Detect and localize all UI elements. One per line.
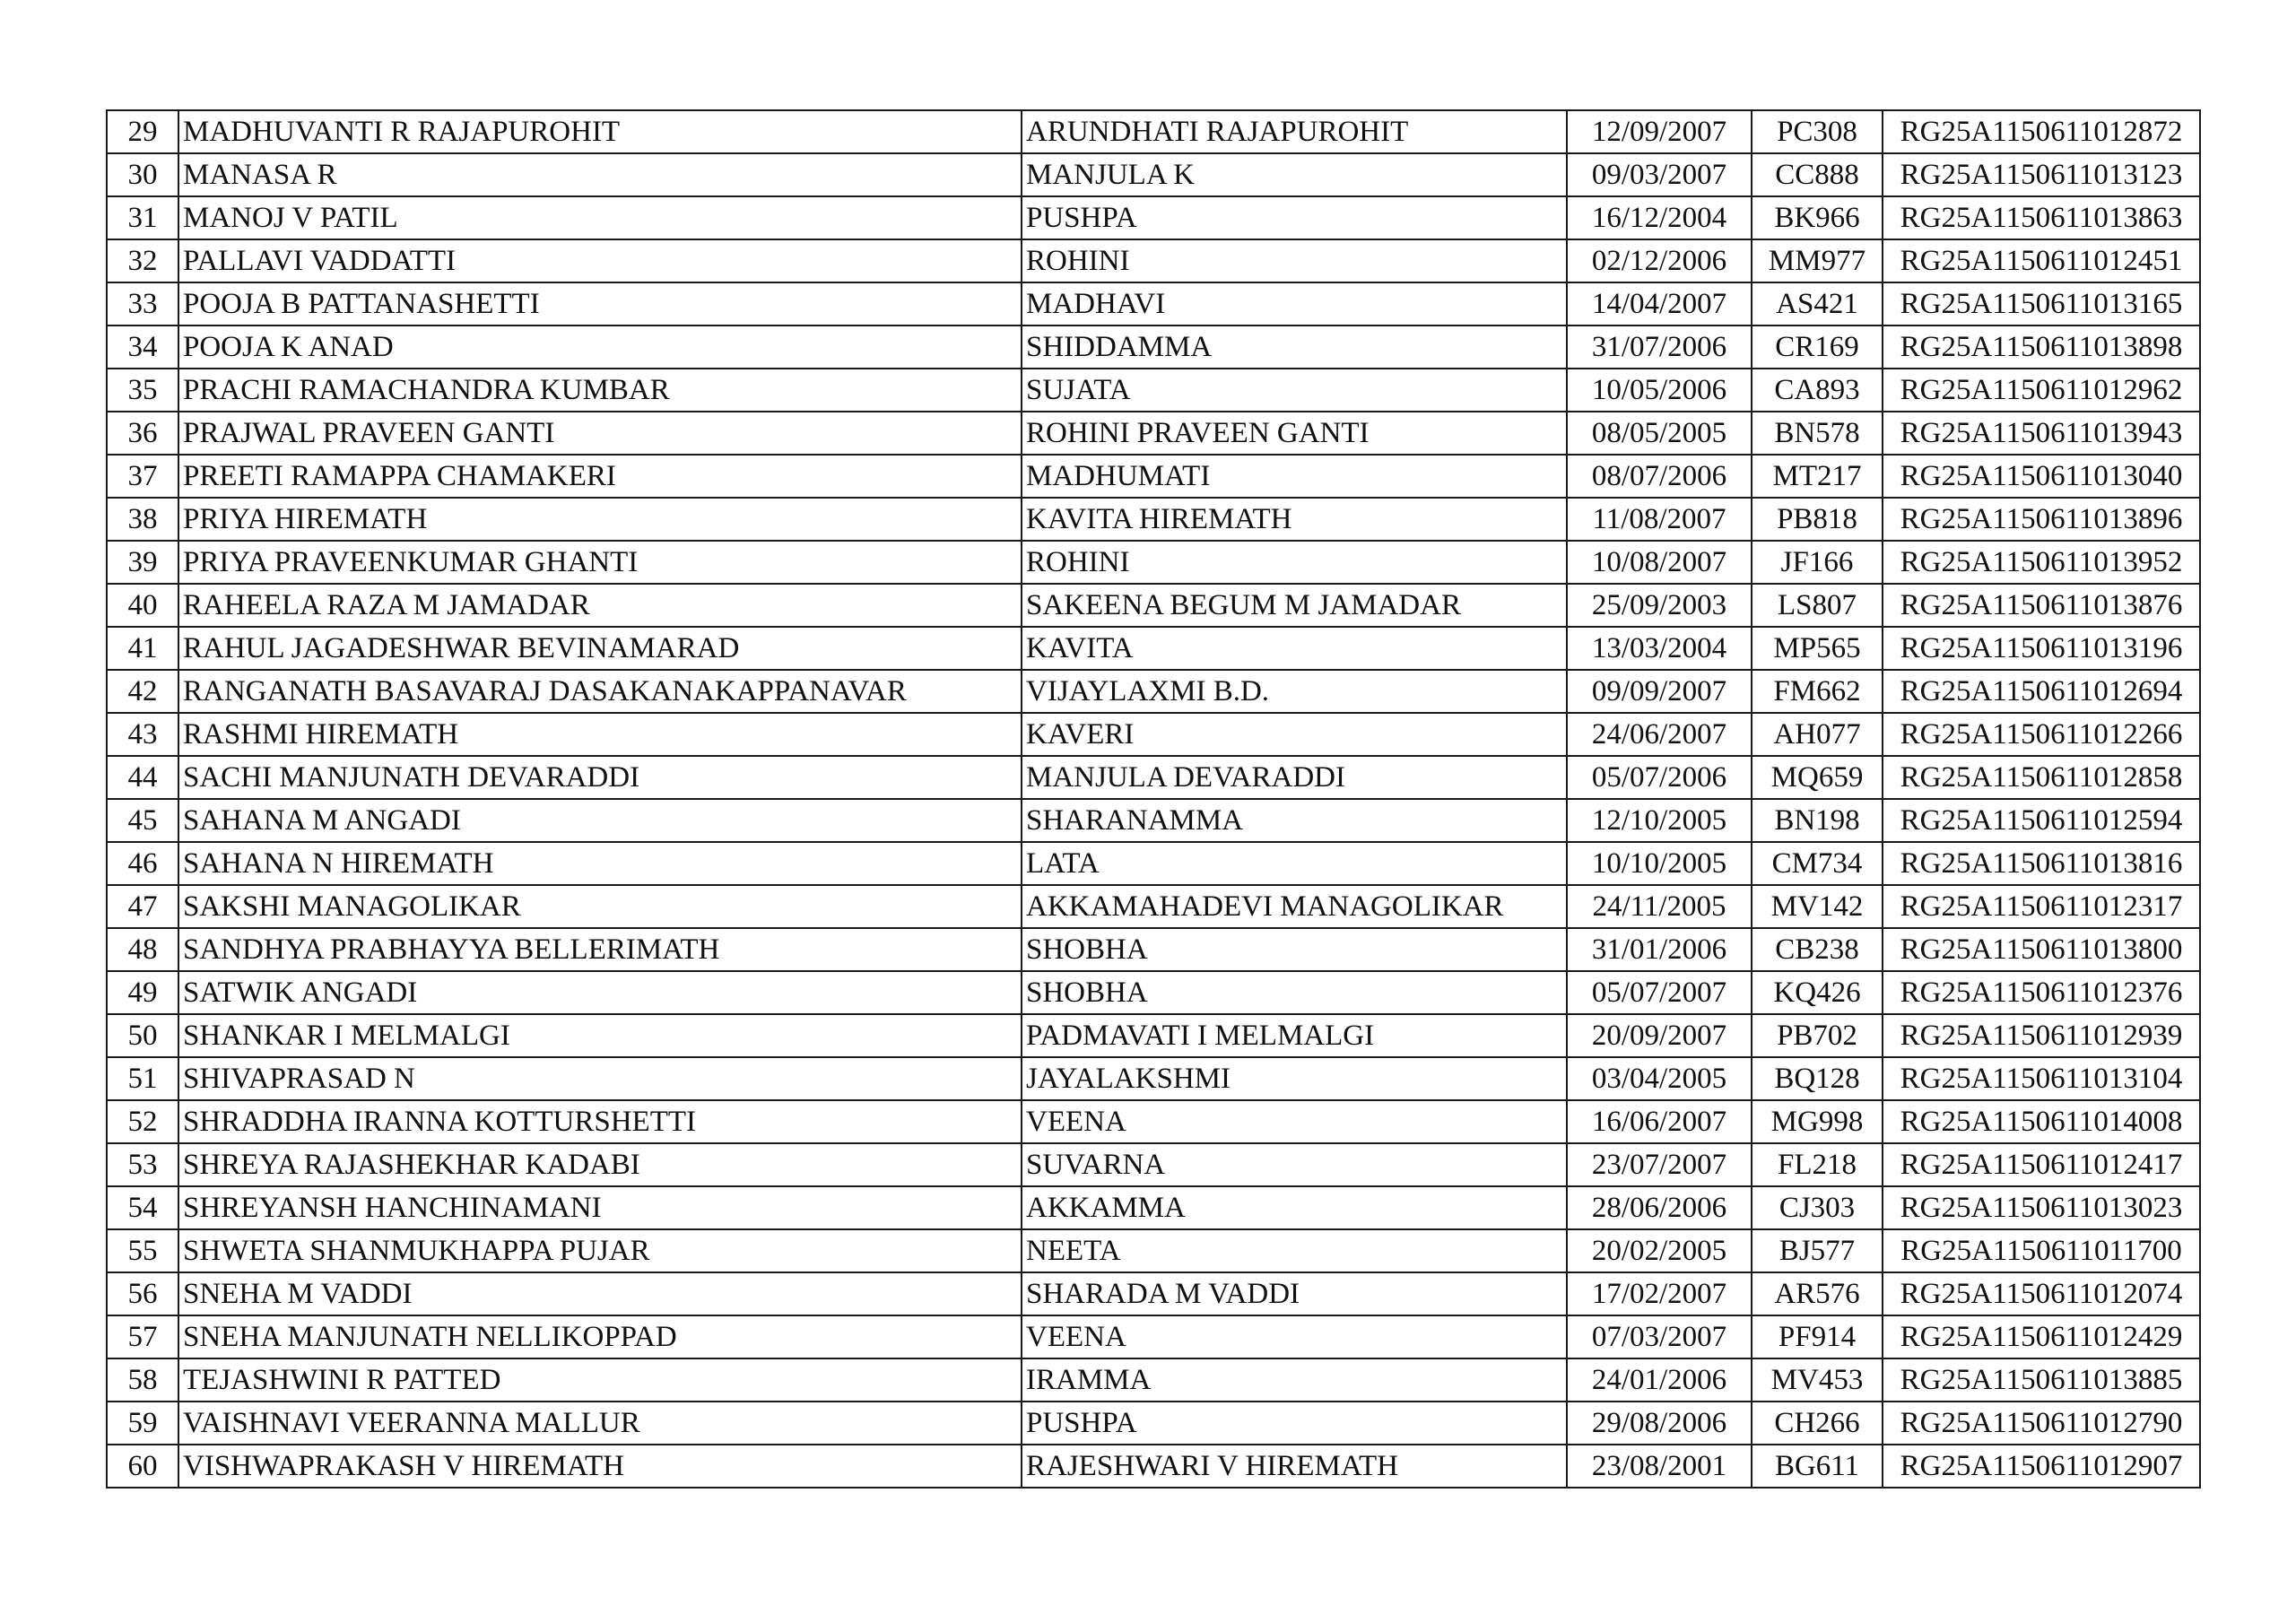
registration-number-cell: RG25A1150611012429 xyxy=(1883,1315,2200,1358)
date-of-birth-cell: 10/08/2007 xyxy=(1567,541,1752,584)
student-name-cell: SHREYA RAJASHEKHAR KADABI xyxy=(178,1143,1022,1186)
student-name-cell: POOJA K ANAD xyxy=(178,325,1022,369)
table-row xyxy=(107,1186,2200,1229)
date-of-birth-cell: 31/01/2006 xyxy=(1567,928,1752,971)
student-name-cell: RAHUL JAGADESHWAR BEVINAMARAD xyxy=(178,627,1022,670)
mother-name-cell: KAVITA xyxy=(1022,627,1567,670)
date-of-birth-cell: 08/05/2005 xyxy=(1567,412,1752,455)
mother-name-cell: PUSHPA xyxy=(1022,1402,1567,1445)
code-cell: CC888 xyxy=(1752,153,1883,196)
code-cell: LS807 xyxy=(1752,584,1883,627)
student-name-cell: SACHI MANJUNATH DEVARADDI xyxy=(178,756,1022,799)
table-row xyxy=(107,110,2200,153)
registration-number-cell: RG25A1150611012594 xyxy=(1883,799,2200,842)
mother-name-cell: KAVERI xyxy=(1022,713,1567,756)
code-cell: MV142 xyxy=(1752,885,1883,928)
registration-number-cell: RG25A1150611012872 xyxy=(1883,110,2200,153)
date-of-birth-cell: 29/08/2006 xyxy=(1567,1402,1752,1445)
table-row xyxy=(107,196,2200,239)
date-of-birth-cell: 05/07/2007 xyxy=(1567,971,1752,1014)
date-of-birth-cell: 16/12/2004 xyxy=(1567,196,1752,239)
serial-number-cell: 34 xyxy=(107,325,178,369)
mother-name-cell: AKKAMAHADEVI MANAGOLIKAR xyxy=(1022,885,1567,928)
registration-number-cell: RG25A1150611013800 xyxy=(1883,928,2200,971)
registration-number-cell: RG25A1150611013165 xyxy=(1883,282,2200,325)
code-cell: JF166 xyxy=(1752,541,1883,584)
registration-number-cell: RG25A1150611013943 xyxy=(1883,412,2200,455)
mother-name-cell: SHOBHA xyxy=(1022,971,1567,1014)
student-name-cell: SNEHA MANJUNATH NELLIKOPPAD xyxy=(178,1315,1022,1358)
registration-number-cell: RG25A1150611013898 xyxy=(1883,325,2200,369)
student-name-cell: SHIVAPRASAD N xyxy=(178,1057,1022,1100)
student-name-cell: POOJA B PATTANASHETTI xyxy=(178,282,1022,325)
mother-name-cell: SUJATA xyxy=(1022,369,1567,412)
student-name-cell: SNEHA M VADDI xyxy=(178,1272,1022,1315)
code-cell: CH266 xyxy=(1752,1402,1883,1445)
code-cell: FL218 xyxy=(1752,1143,1883,1186)
mother-name-cell: MADHAVI xyxy=(1022,282,1567,325)
student-name-cell: SANDHYA PRABHAYYA BELLERIMATH xyxy=(178,928,1022,971)
code-cell: BG611 xyxy=(1752,1445,1883,1488)
registration-number-cell: RG25A1150611013816 xyxy=(1883,842,2200,885)
table-row xyxy=(107,627,2200,670)
serial-number-cell: 58 xyxy=(107,1358,178,1402)
date-of-birth-cell: 23/07/2007 xyxy=(1567,1143,1752,1186)
registration-number-cell: RG25A1150611012266 xyxy=(1883,713,2200,756)
student-name-cell: SATWIK ANGADI xyxy=(178,971,1022,1014)
serial-number-cell: 38 xyxy=(107,498,178,541)
date-of-birth-cell: 24/11/2005 xyxy=(1567,885,1752,928)
student-name-cell: MADHUVANTI R RAJAPUROHIT xyxy=(178,110,1022,153)
serial-number-cell: 33 xyxy=(107,282,178,325)
mother-name-cell: ROHINI xyxy=(1022,239,1567,282)
code-cell: PB702 xyxy=(1752,1014,1883,1057)
registration-number-cell: RG25A1150611014008 xyxy=(1883,1100,2200,1143)
serial-number-cell: 54 xyxy=(107,1186,178,1229)
mother-name-cell: NEETA xyxy=(1022,1229,1567,1272)
mother-name-cell: ROHINI xyxy=(1022,541,1567,584)
table-row xyxy=(107,541,2200,584)
table-row xyxy=(107,153,2200,196)
mother-name-cell: PUSHPA xyxy=(1022,196,1567,239)
registration-number-cell: RG25A1150611013876 xyxy=(1883,584,2200,627)
code-cell: AS421 xyxy=(1752,282,1883,325)
serial-number-cell: 53 xyxy=(107,1143,178,1186)
mother-name-cell: VEENA xyxy=(1022,1315,1567,1358)
student-name-cell: PRIYA PRAVEENKUMAR GHANTI xyxy=(178,541,1022,584)
student-name-cell: RAHEELA RAZA M JAMADAR xyxy=(178,584,1022,627)
registration-number-cell: RG25A1150611013896 xyxy=(1883,498,2200,541)
registration-number-cell: RG25A1150611012694 xyxy=(1883,670,2200,713)
code-cell: PB818 xyxy=(1752,498,1883,541)
table-row xyxy=(107,756,2200,799)
date-of-birth-cell: 09/09/2007 xyxy=(1567,670,1752,713)
serial-number-cell: 60 xyxy=(107,1445,178,1488)
serial-number-cell: 46 xyxy=(107,842,178,885)
table-row xyxy=(107,1100,2200,1143)
registration-number-cell: RG25A1150611012939 xyxy=(1883,1014,2200,1057)
student-name-cell: VAISHNAVI VEERANNA MALLUR xyxy=(178,1402,1022,1445)
registration-number-cell: RG25A1150611012962 xyxy=(1883,369,2200,412)
registration-number-cell: RG25A1150611013023 xyxy=(1883,1186,2200,1229)
code-cell: PF914 xyxy=(1752,1315,1883,1358)
student-name-cell: MANOJ V PATIL xyxy=(178,196,1022,239)
date-of-birth-cell: 31/07/2006 xyxy=(1567,325,1752,369)
mother-name-cell: SAKEENA BEGUM M JAMADAR xyxy=(1022,584,1567,627)
serial-number-cell: 40 xyxy=(107,584,178,627)
registration-number-cell: RG25A1150611012907 xyxy=(1883,1445,2200,1488)
date-of-birth-cell: 05/07/2006 xyxy=(1567,756,1752,799)
mother-name-cell: MANJULA K xyxy=(1022,153,1567,196)
mother-name-cell: VEENA xyxy=(1022,1100,1567,1143)
serial-number-cell: 30 xyxy=(107,153,178,196)
code-cell: BN198 xyxy=(1752,799,1883,842)
mother-name-cell: LATA xyxy=(1022,842,1567,885)
student-name-cell: SHWETA SHANMUKHAPPA PUJAR xyxy=(178,1229,1022,1272)
code-cell: BJ577 xyxy=(1752,1229,1883,1272)
mother-name-cell: VIJAYLAXMI B.D. xyxy=(1022,670,1567,713)
date-of-birth-cell: 08/07/2006 xyxy=(1567,455,1752,498)
serial-number-cell: 47 xyxy=(107,885,178,928)
table-row xyxy=(107,1315,2200,1358)
serial-number-cell: 29 xyxy=(107,110,178,153)
registration-number-cell: RG25A1150611012790 xyxy=(1883,1402,2200,1445)
table-row xyxy=(107,1057,2200,1100)
student-name-cell: RASHMI HIREMATH xyxy=(178,713,1022,756)
date-of-birth-cell: 02/12/2006 xyxy=(1567,239,1752,282)
student-name-cell: MANASA R xyxy=(178,153,1022,196)
code-cell: MQ659 xyxy=(1752,756,1883,799)
serial-number-cell: 56 xyxy=(107,1272,178,1315)
code-cell: CB238 xyxy=(1752,928,1883,971)
student-name-cell: PRACHI RAMACHANDRA KUMBAR xyxy=(178,369,1022,412)
registration-number-cell: RG25A1150611011700 xyxy=(1883,1229,2200,1272)
registration-number-cell: RG25A1150611013196 xyxy=(1883,627,2200,670)
student-name-cell: SHANKAR I MELMALGI xyxy=(178,1014,1022,1057)
mother-name-cell: MANJULA DEVARADDI xyxy=(1022,756,1567,799)
mother-name-cell: MADHUMATI xyxy=(1022,455,1567,498)
registration-number-cell: RG25A1150611013104 xyxy=(1883,1057,2200,1100)
serial-number-cell: 50 xyxy=(107,1014,178,1057)
date-of-birth-cell: 28/06/2006 xyxy=(1567,1186,1752,1229)
table-row xyxy=(107,369,2200,412)
mother-name-cell: SHIDDAMMA xyxy=(1022,325,1567,369)
date-of-birth-cell: 20/02/2005 xyxy=(1567,1229,1752,1272)
code-cell: FM662 xyxy=(1752,670,1883,713)
mother-name-cell: ROHINI PRAVEEN GANTI xyxy=(1022,412,1567,455)
code-cell: PC308 xyxy=(1752,110,1883,153)
table-row xyxy=(107,282,2200,325)
date-of-birth-cell: 24/06/2007 xyxy=(1567,713,1752,756)
date-of-birth-cell: 09/03/2007 xyxy=(1567,153,1752,196)
student-name-cell: PALLAVI VADDATTI xyxy=(178,239,1022,282)
serial-number-cell: 43 xyxy=(107,713,178,756)
registration-number-cell: RG25A1150611012376 xyxy=(1883,971,2200,1014)
mother-name-cell: RAJESHWARI V HIREMATH xyxy=(1022,1445,1567,1488)
table-row xyxy=(107,971,2200,1014)
mother-name-cell: SHOBHA xyxy=(1022,928,1567,971)
table-row xyxy=(107,1143,2200,1186)
table-row xyxy=(107,584,2200,627)
code-cell: BK966 xyxy=(1752,196,1883,239)
code-cell: MV453 xyxy=(1752,1358,1883,1402)
date-of-birth-cell: 07/03/2007 xyxy=(1567,1315,1752,1358)
student-name-cell: PRAJWAL PRAVEEN GANTI xyxy=(178,412,1022,455)
code-cell: MG998 xyxy=(1752,1100,1883,1143)
date-of-birth-cell: 11/08/2007 xyxy=(1567,498,1752,541)
serial-number-cell: 44 xyxy=(107,756,178,799)
registration-number-cell: RG25A1150611012417 xyxy=(1883,1143,2200,1186)
date-of-birth-cell: 10/10/2005 xyxy=(1567,842,1752,885)
date-of-birth-cell: 10/05/2006 xyxy=(1567,369,1752,412)
serial-number-cell: 31 xyxy=(107,196,178,239)
table-row xyxy=(107,885,2200,928)
student-list-table xyxy=(106,109,2201,1488)
student-name-cell: TEJASHWINI R PATTED xyxy=(178,1358,1022,1402)
code-cell: MT217 xyxy=(1752,455,1883,498)
date-of-birth-cell: 16/06/2007 xyxy=(1567,1100,1752,1143)
date-of-birth-cell: 24/01/2006 xyxy=(1567,1358,1752,1402)
serial-number-cell: 45 xyxy=(107,799,178,842)
serial-number-cell: 36 xyxy=(107,412,178,455)
serial-number-cell: 48 xyxy=(107,928,178,971)
code-cell: KQ426 xyxy=(1752,971,1883,1014)
serial-number-cell: 32 xyxy=(107,239,178,282)
serial-number-cell: 35 xyxy=(107,369,178,412)
table-row xyxy=(107,1229,2200,1272)
registration-number-cell: RG25A1150611013952 xyxy=(1883,541,2200,584)
code-cell: BQ128 xyxy=(1752,1057,1883,1100)
date-of-birth-cell: 14/04/2007 xyxy=(1567,282,1752,325)
code-cell: BN578 xyxy=(1752,412,1883,455)
code-cell: CR169 xyxy=(1752,325,1883,369)
mother-name-cell: SUVARNA xyxy=(1022,1143,1567,1186)
mother-name-cell: SHARADA M VADDI xyxy=(1022,1272,1567,1315)
registration-number-cell: RG25A1150611013040 xyxy=(1883,455,2200,498)
code-cell: AR576 xyxy=(1752,1272,1883,1315)
student-name-cell: SAKSHI MANAGOLIKAR xyxy=(178,885,1022,928)
date-of-birth-cell: 25/09/2003 xyxy=(1567,584,1752,627)
table-row xyxy=(107,1014,2200,1057)
registration-number-cell: RG25A1150611013863 xyxy=(1883,196,2200,239)
registration-number-cell: RG25A1150611012074 xyxy=(1883,1272,2200,1315)
student-name-cell: SHREYANSH HANCHINAMANI xyxy=(178,1186,1022,1229)
student-name-cell: SAHANA N HIREMATH xyxy=(178,842,1022,885)
serial-number-cell: 41 xyxy=(107,627,178,670)
serial-number-cell: 59 xyxy=(107,1402,178,1445)
table-row xyxy=(107,1272,2200,1315)
table-row xyxy=(107,1445,2200,1488)
table-row xyxy=(107,455,2200,498)
table-row xyxy=(107,928,2200,971)
student-name-cell: RANGANATH BASAVARAJ DASAKANAKAPPANAVAR xyxy=(178,670,1022,713)
table-row xyxy=(107,412,2200,455)
code-cell: MM977 xyxy=(1752,239,1883,282)
date-of-birth-cell: 03/04/2005 xyxy=(1567,1057,1752,1100)
table-row xyxy=(107,325,2200,369)
mother-name-cell: SHARANAMMA xyxy=(1022,799,1567,842)
serial-number-cell: 57 xyxy=(107,1315,178,1358)
registration-number-cell: RG25A1150611012858 xyxy=(1883,756,2200,799)
table-row xyxy=(107,670,2200,713)
date-of-birth-cell: 17/02/2007 xyxy=(1567,1272,1752,1315)
serial-number-cell: 42 xyxy=(107,670,178,713)
date-of-birth-cell: 23/08/2001 xyxy=(1567,1445,1752,1488)
serial-number-cell: 51 xyxy=(107,1057,178,1100)
serial-number-cell: 39 xyxy=(107,541,178,584)
registration-number-cell: RG25A1150611012317 xyxy=(1883,885,2200,928)
serial-number-cell: 49 xyxy=(107,971,178,1014)
code-cell: MP565 xyxy=(1752,627,1883,670)
serial-number-cell: 52 xyxy=(107,1100,178,1143)
mother-name-cell: AKKAMMA xyxy=(1022,1186,1567,1229)
mother-name-cell: JAYALAKSHMI xyxy=(1022,1057,1567,1100)
registration-number-cell: RG25A1150611013885 xyxy=(1883,1358,2200,1402)
date-of-birth-cell: 20/09/2007 xyxy=(1567,1014,1752,1057)
student-name-cell: PREETI RAMAPPA CHAMAKERI xyxy=(178,455,1022,498)
code-cell: CA893 xyxy=(1752,369,1883,412)
code-cell: AH077 xyxy=(1752,713,1883,756)
code-cell: CM734 xyxy=(1752,842,1883,885)
date-of-birth-cell: 13/03/2004 xyxy=(1567,627,1752,670)
mother-name-cell: IRAMMA xyxy=(1022,1358,1567,1402)
mother-name-cell: PADMAVATI I MELMALGI xyxy=(1022,1014,1567,1057)
date-of-birth-cell: 12/09/2007 xyxy=(1567,110,1752,153)
date-of-birth-cell: 12/10/2005 xyxy=(1567,799,1752,842)
student-name-cell: PRIYA HIREMATH xyxy=(178,498,1022,541)
student-name-cell: SAHANA M ANGADI xyxy=(178,799,1022,842)
registration-number-cell: RG25A1150611013123 xyxy=(1883,153,2200,196)
code-cell: CJ303 xyxy=(1752,1186,1883,1229)
table-row xyxy=(107,239,2200,282)
table-row xyxy=(107,713,2200,756)
student-name-cell: VISHWAPRAKASH V HIREMATH xyxy=(178,1445,1022,1488)
table-row xyxy=(107,842,2200,885)
table-row xyxy=(107,1358,2200,1402)
serial-number-cell: 55 xyxy=(107,1229,178,1272)
mother-name-cell: ARUNDHATI RAJAPUROHIT xyxy=(1022,110,1567,153)
table-row xyxy=(107,1402,2200,1445)
mother-name-cell: KAVITA HIREMATH xyxy=(1022,498,1567,541)
table-row xyxy=(107,498,2200,541)
serial-number-cell: 37 xyxy=(107,455,178,498)
table-body xyxy=(107,110,2200,1488)
registration-number-cell: RG25A1150611012451 xyxy=(1883,239,2200,282)
student-name-cell: SHRADDHA IRANNA KOTTURSHETTI xyxy=(178,1100,1022,1143)
table-row xyxy=(107,799,2200,842)
